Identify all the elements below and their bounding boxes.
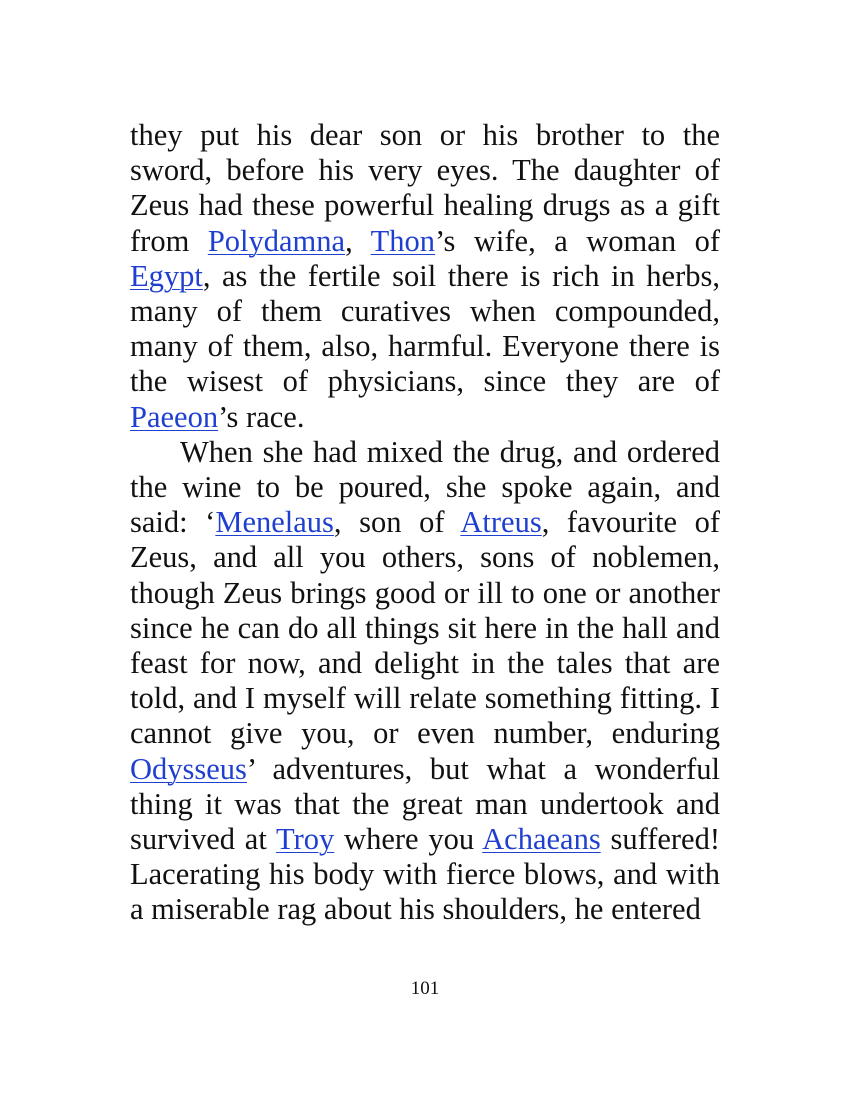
- body-text: [130, 118, 720, 928]
- paragraph-2-text-6: suffered! Lacerating his body with fierce blows, and with a miserable rag about his shoulders, he entered: [130, 822, 720, 927]
- link-troy[interactable]: Troy: [276, 822, 335, 857]
- paragraph-1: [130, 118, 720, 435]
- paragraph-1-text-4: , as the fertile soil there is rich in herbs, many of them curatives when compounded, many of them, also, harmful. Everyone there is the wisest of physicians, since they are of: [130, 258, 720, 399]
- page-number: 101: [410, 978, 440, 999]
- link-polydamna[interactable]: Polydamna: [207, 223, 346, 258]
- paragraph-2-text-4: ’ adventures, but what a wonderful thing it was that the great man undertook and survived at: [130, 751, 720, 857]
- link-egypt[interactable]: Egypt: [130, 258, 203, 293]
- link-atreus[interactable]: Atreus: [460, 505, 542, 540]
- paragraph-1-text-3: ’s wife, a woman of: [435, 223, 720, 258]
- link-odysseus[interactable]: Odysseus: [130, 751, 247, 786]
- link-menelaus[interactable]: Menelaus: [215, 505, 334, 540]
- paragraph-2-text-5: where you: [334, 822, 483, 857]
- paragraph-2-text-3: , favourite of Zeus, and all you others, sons of noblemen, though Zeus brings good or ill to one or another since he can do all things sit here in the hall and feast for now, and delight in the tales that are told, and I myself will relate something fitting. I cannot give you, or even number, enduring: [130, 505, 720, 751]
- link-paeeon[interactable]: Paeeon: [130, 399, 219, 434]
- link-achaeans[interactable]: Achaeans: [482, 822, 601, 857]
- paragraph-1-text-5: ’s race.: [218, 399, 305, 434]
- paragraph-1-text-1: they put his dear son or his brother to the sword, before his very eyes. The daughter of Zeus had these powerful healing drugs as a gift from: [130, 118, 720, 258]
- link-thon[interactable]: Thon: [370, 223, 436, 258]
- paragraph-2-text-2: , son of: [333, 505, 461, 540]
- paragraph-2-text-1: When she had mixed the drug, and ordered the wine to be poured, she spoke again, and said: ‘: [130, 434, 720, 540]
- paragraph-1-text-2: ,: [345, 223, 371, 258]
- paragraph-2: [130, 435, 720, 928]
